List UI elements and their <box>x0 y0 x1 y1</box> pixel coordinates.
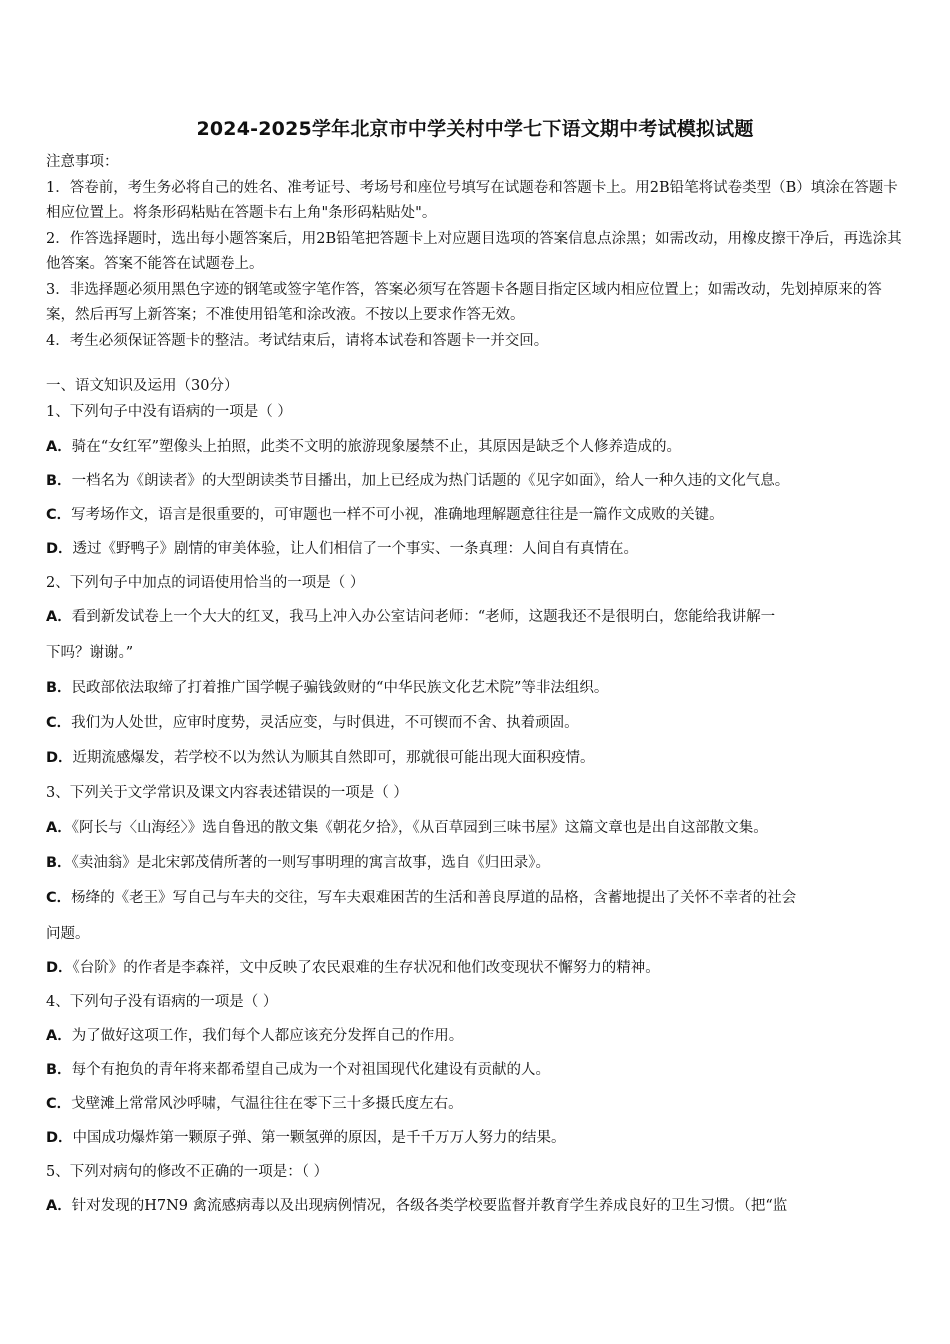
option-row <box>46 676 908 697</box>
option-row <box>46 956 908 977</box>
option-row <box>46 711 908 732</box>
option-key: A． <box>46 820 72 836</box>
option-text: 写考场作文，语言是很重要的，可审题也一样不可小视，准确地理解题意往往是一篇作文成败的关键。 <box>71 507 724 523</box>
option-row <box>46 851 908 872</box>
option-continuation: 问题。 <box>46 926 90 942</box>
option-row <box>46 435 908 456</box>
notice-heading: 注意事项： <box>46 154 119 170</box>
notice-item: 3．非选择题必须用黑色字迹的钢笔或签字笔作答，答案必须写在答题卡各题目指定区域内相应位置上；如需改动，先划掉原来的答案，然后再写上新答案；不准使用铅笔和涂改液。不按以上要求作答无效。 <box>46 281 882 323</box>
option-text: 民政部依法取缔了打着推广国学幌子骗钱敛财的“中华民族文化艺术院”等非法组织。 <box>71 680 609 696</box>
option-text: 杨绛的《老王》写自己与车夫的交往，写车夫艰难困苦的生活和善良厚道的品格，含蓄地提出了关怀不幸者的社会 <box>71 890 797 906</box>
option-key: B． <box>46 473 72 489</box>
option-key: A． <box>46 439 72 455</box>
option-key: B． <box>46 680 72 696</box>
notice-block <box>46 150 908 354</box>
option-key: D． <box>46 960 73 976</box>
option-key: C． <box>46 890 72 906</box>
option-row <box>46 1126 908 1147</box>
question-stem: 2、下列句子中加点的词语使用恰当的一项是（ ） <box>46 575 365 591</box>
option-row <box>46 886 908 907</box>
option-row <box>46 1024 908 1045</box>
option-text: 近期流感爆发，若学校不以为然认为顺其自然即可，那就很可能出现大面积疫情。 <box>72 750 595 766</box>
option-text: 戈壁滩上常常风沙呼啸，气温往往在零下三十多摄氏度左右。 <box>71 1096 463 1112</box>
option-row <box>46 746 908 767</box>
option-row <box>46 469 908 490</box>
option-text: 每个有抱负的青年将来都希望自己成为一个对祖国现代化建设有贡献的人。 <box>71 1062 551 1078</box>
option-key: C． <box>46 507 72 523</box>
option-text: 透过《野鸭子》剧情的审美体验，让人们相信了一个事实、一条真理：人间自有真情在。 <box>72 541 639 557</box>
question-stem: 3、下列关于文学常识及课文内容表述错误的一项是（ ） <box>46 785 408 801</box>
option-text: 《台阶》的作者是李森祥，文中反映了农民艰难的生存状况和他们改变现状不懈努力的精神。 <box>72 960 660 976</box>
option-text: 针对发现的H7N9 禽流感病毒以及出现病例情况，各级各类学校要监督并教育学生养成良好的卫生习惯。（把“监 <box>71 1198 788 1214</box>
option-key: A． <box>46 1198 72 1214</box>
notice-item: 2．作答选择题时，选出每小题答案后，用2B铅笔把答题卡上对应题目选项的答案信息点涂黑；如需改动，用橡皮擦干净后，再选涂其他答案。答案不能答在试题卷上。 <box>46 230 902 272</box>
option-key: D． <box>46 1130 73 1146</box>
section-heading: 一、语文知识及运用（30分） <box>46 378 239 394</box>
notice-item: 4．考生必须保证答题卡的整洁。考试结束后，请将本试卷和答题卡一并交回。 <box>46 332 549 349</box>
option-key: A． <box>46 1028 72 1044</box>
option-text: 《阿长与〈山海经〉》选自鲁迅的散文集《朝花夕拾》，《从百草园到三味书屋》这篇文章也是出自这部散文集。 <box>71 820 768 836</box>
option-continuation: 下吗？谢谢。” <box>46 645 134 661</box>
notice-item: 1．答卷前，考生务必将自己的姓名、准考证号、考场号和座位号填写在试题卷和答题卡上。用2B铅笔将试卷类型（B）填涂在答题卡相应位置上。将条形码粘贴在答题卡右上角"条形码粘贴处"。 <box>46 179 898 221</box>
question-stem: 1、下列句子中没有语病的一项是（ ） <box>46 404 292 420</box>
option-key: D． <box>46 541 73 557</box>
option-row <box>46 1058 908 1079</box>
option-key: D． <box>46 750 73 766</box>
option-key: B． <box>46 1062 72 1078</box>
question-stem: 4、下列句子没有语病的一项是（ ） <box>46 994 278 1010</box>
option-key: B． <box>46 855 72 871</box>
option-text: 骑在“女红军”塑像头上拍照，此类不文明的旅游现象屡禁不止，其原因是缺乏个人修养造成的。 <box>71 439 682 455</box>
option-row <box>46 1194 908 1215</box>
option-key: A． <box>46 609 72 625</box>
option-text: 一档名为《朗读者》的大型朗读类节目播出，加上已经成为热门话题的《见字如面》，给人一种久违的文化气息。 <box>71 473 790 489</box>
option-row <box>46 605 908 626</box>
option-text: 看到新发试卷上一个大大的红叉，我马上冲入办公室诘问老师：“老师，这题我还不是很明白，您能给我讲解一 <box>71 609 776 625</box>
page-title: 2024-2025学年北京市中学关村中学七下语文期中考试模拟试题 <box>196 118 754 140</box>
option-row <box>46 816 908 837</box>
option-text: 《卖油翁》是北宋郭茂倩所著的一则写事明理的寓言故事，选自《归田录》。 <box>71 855 551 871</box>
option-key: C． <box>46 1096 72 1112</box>
option-row <box>46 1092 908 1113</box>
option-text: 我们为人处世，应审时度势，灵活应变，与时俱进，不可锲而不舍、执着顽固。 <box>71 715 579 731</box>
option-row <box>46 537 908 558</box>
question-stem: 5、下列对病句的修改不正确的一项是：（ ） <box>46 1164 329 1180</box>
option-key: C． <box>46 715 72 731</box>
option-row <box>46 503 908 524</box>
option-text: 中国成功爆炸第一颗原子弹、第一颗氢弹的原因，是千千万万人努力的结果。 <box>72 1130 566 1146</box>
option-text: 为了做好这项工作，我们每个人都应该充分发挥自己的作用。 <box>71 1028 464 1044</box>
